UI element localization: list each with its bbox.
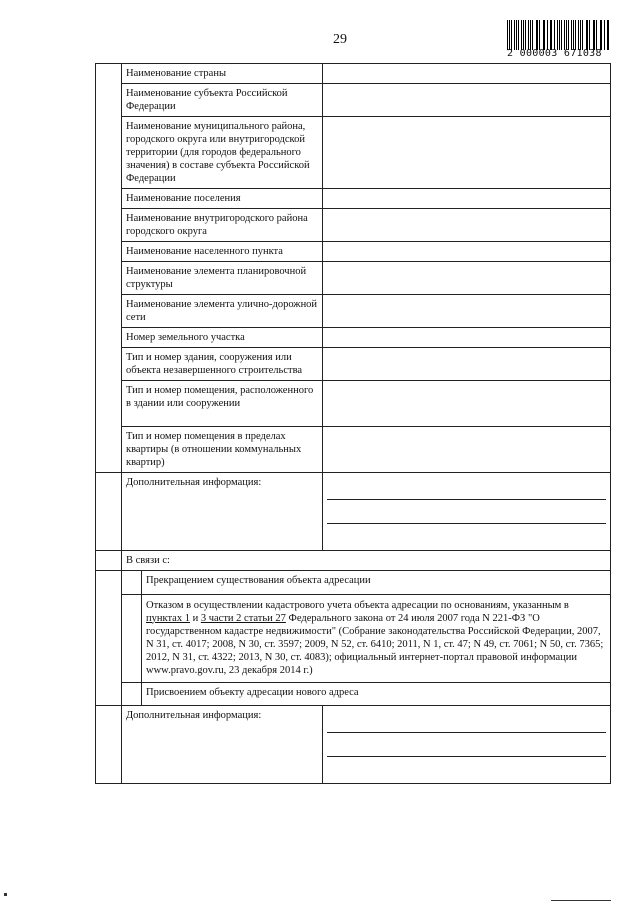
barcode-bar — [568, 20, 569, 50]
additional-info-lines-2 — [323, 706, 611, 784]
field-label-municipal-district: Наименование муниципального района, городского округа или внутригородской территории (для городов федерального значения) в составе субъекта Российской Федерации — [122, 117, 323, 189]
barcode-bar — [539, 20, 540, 50]
reason-cadastral-refusal — [142, 594, 611, 682]
additional-info-label-2: Дополнительная информация: — [122, 706, 323, 784]
barcode-bar — [521, 20, 522, 50]
barcode-number: 2 000003 671038 — [507, 48, 602, 59]
field-label-locality: Наименование населенного пункта — [122, 242, 323, 262]
field-label-premises: Тип и номер помещения, расположенного в здании или сооружении — [122, 381, 323, 427]
reason-checkbox[interactable] — [122, 594, 142, 682]
reason-new-address: Присвоением объекту адресации нового адреса — [142, 682, 611, 705]
additional-info-line[interactable] — [327, 500, 606, 524]
barcode-bar — [561, 20, 562, 50]
additional-info-lines — [323, 473, 611, 551]
reason-termination: Прекращением существования объекта адресации — [142, 571, 611, 594]
additional-info-line[interactable] — [327, 709, 606, 733]
row-number-cell — [96, 706, 122, 784]
field-value-settlement[interactable] — [323, 189, 611, 209]
barcode-bar — [580, 20, 581, 50]
field-label-street-element: Наименование элемента улично-дорожной сети — [122, 295, 323, 328]
row-number-cell — [96, 571, 122, 706]
barcode-bar — [601, 20, 602, 50]
reason-text-part: Федерального закона от 24 июля 2007 года N 221-ФЗ "О государственном кадастре недвижимости" (Собрание законодательства Российской Федерации, 2007, N 31, ст. 4017; 2008, N 30, ст. 3597; 2009, N 52, ст. 6410; 2011, N 1, ст. 47; N 49, ст. 7061; N 50, ст. 7365; 2012, N 31, ст. 4322; 2013, N 30, ст. 4083); официальный интернет-портал правовой информации www.pravo.gov.ru, 23 декабря 2014 г.) — [146, 612, 604, 676]
field-value-federal-subject[interactable] — [323, 84, 611, 117]
reason-text-part: Отказом в осуществлении кадастрового учета объекта адресации по основаниям, указанным в — [146, 599, 569, 611]
law-link-points[interactable]: пунктах 1 — [146, 612, 190, 624]
barcode-bar — [528, 20, 529, 50]
field-label-country: Наименование страны — [122, 64, 323, 84]
reason-checkbox[interactable] — [122, 682, 142, 705]
field-value-municipal-district[interactable] — [323, 117, 611, 189]
field-value-premises[interactable] — [323, 381, 611, 427]
additional-info-line[interactable] — [327, 476, 606, 500]
address-form-table — [95, 63, 611, 784]
field-value-land-plot-number[interactable] — [323, 328, 611, 348]
field-label-apartment-premises: Тип и номер помещения в пределах квартиры (в отношении коммунальных квартир) — [122, 427, 323, 473]
law-link-article[interactable]: 3 части 2 статьи 27 — [200, 612, 286, 624]
barcode-bar — [550, 20, 551, 50]
field-value-apartment-premises[interactable] — [323, 427, 611, 473]
row-number-cell — [96, 473, 122, 551]
row-number-cell — [96, 551, 122, 571]
field-label-settlement: Наименование поселения — [122, 189, 323, 209]
barcode-bar — [582, 20, 583, 50]
row-number-cell — [96, 64, 122, 473]
barcode-bars — [507, 20, 611, 50]
additional-info-label: Дополнительная информация: — [122, 473, 323, 551]
field-value-city-district[interactable] — [323, 209, 611, 242]
field-label-city-district: Наименование внутригородского района городского округа — [122, 209, 323, 242]
field-label-planning-element: Наименование элемента планировочной структуры — [122, 262, 323, 295]
field-value-locality[interactable] — [323, 242, 611, 262]
reasons-block — [122, 571, 611, 706]
reason-text-part: и — [189, 612, 201, 624]
reason-checkbox[interactable] — [122, 571, 142, 594]
barcode-bar — [514, 20, 515, 50]
barcode-bar — [571, 20, 572, 50]
barcode-bar — [507, 20, 508, 50]
field-label-land-plot-number: Номер земельного участка — [122, 328, 323, 348]
barcode-bar — [596, 20, 597, 50]
additional-info-line[interactable] — [327, 757, 606, 780]
field-value-country[interactable] — [323, 64, 611, 84]
field-value-building[interactable] — [323, 348, 611, 381]
barcode-bar — [530, 20, 531, 50]
footer-rule — [551, 900, 611, 901]
barcode-bar — [589, 20, 590, 50]
barcode — [507, 20, 611, 59]
barcode-bar — [543, 20, 544, 50]
field-label-federal-subject: Наименование субъекта Российской Федерации — [122, 84, 323, 117]
field-value-planning-element[interactable] — [323, 262, 611, 295]
barcode-bar — [608, 20, 609, 50]
additional-info-line[interactable] — [327, 524, 606, 547]
additional-info-line[interactable] — [327, 733, 606, 757]
barcode-bar — [557, 20, 558, 50]
field-value-street-element[interactable] — [323, 295, 611, 328]
field-label-building: Тип и номер здания, сооружения или объекта незавершенного строительства — [122, 348, 323, 381]
page-number: 29 — [333, 32, 347, 47]
in-connection-label: В связи с: — [122, 551, 611, 571]
scan-mark — [4, 893, 7, 896]
